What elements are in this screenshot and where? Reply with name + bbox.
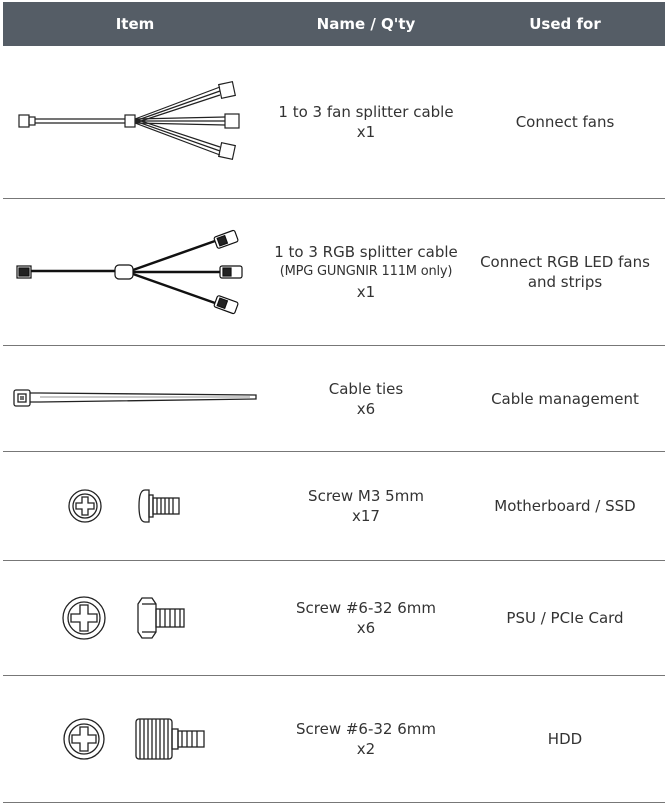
table-row xyxy=(3,452,665,561)
item-used-for: Connect fans xyxy=(515,113,615,131)
item-name: 1 to 3 RGB splitter cable xyxy=(274,243,458,261)
rgb-splitter-cable-icon xyxy=(3,199,267,345)
header-item: Item xyxy=(115,15,155,33)
item-qty: x1 xyxy=(356,123,376,141)
table-row xyxy=(3,561,665,676)
item-name: Screw #6-32 6mm xyxy=(295,599,437,617)
item-name: Screw #6-32 6mm xyxy=(295,720,437,738)
table-row xyxy=(3,676,665,803)
thumbscrew-icon xyxy=(3,676,267,802)
screw-m3-icon xyxy=(3,452,267,560)
item-note: (MPG GUNGNIR 111M only) xyxy=(279,264,453,279)
header-used-for: Used for xyxy=(529,15,601,33)
item-used-for: Connect RGB LED fans xyxy=(480,253,650,271)
item-name: Screw M3 5mm xyxy=(308,487,424,505)
item-qty: x6 xyxy=(356,619,376,637)
header-name-qty: Name / Q'ty xyxy=(316,15,416,33)
table-header xyxy=(3,2,665,46)
item-used-for: HDD xyxy=(547,730,583,748)
accessory-table xyxy=(3,2,665,803)
table-row xyxy=(3,346,665,452)
item-used-for-2: and strips xyxy=(527,273,603,291)
cable-tie-icon xyxy=(3,346,267,451)
item-name: Cable ties xyxy=(328,379,404,398)
table-row xyxy=(3,46,665,199)
item-used-for: PSU / PCIe Card xyxy=(506,609,624,627)
item-qty: x1 xyxy=(356,283,376,301)
screw-6-32-icon xyxy=(3,561,267,675)
item-used-for: Motherboard / SSD xyxy=(494,497,636,515)
item-qty: x17 xyxy=(352,507,380,525)
fan-splitter-cable-icon xyxy=(3,46,267,198)
item-qty: x2 xyxy=(356,740,376,758)
item-name: 1 to 3 fan splitter cable xyxy=(278,103,454,121)
table-row xyxy=(3,199,665,346)
item-used-for: Cable management xyxy=(491,389,639,408)
item-qty: x6 xyxy=(356,399,376,418)
